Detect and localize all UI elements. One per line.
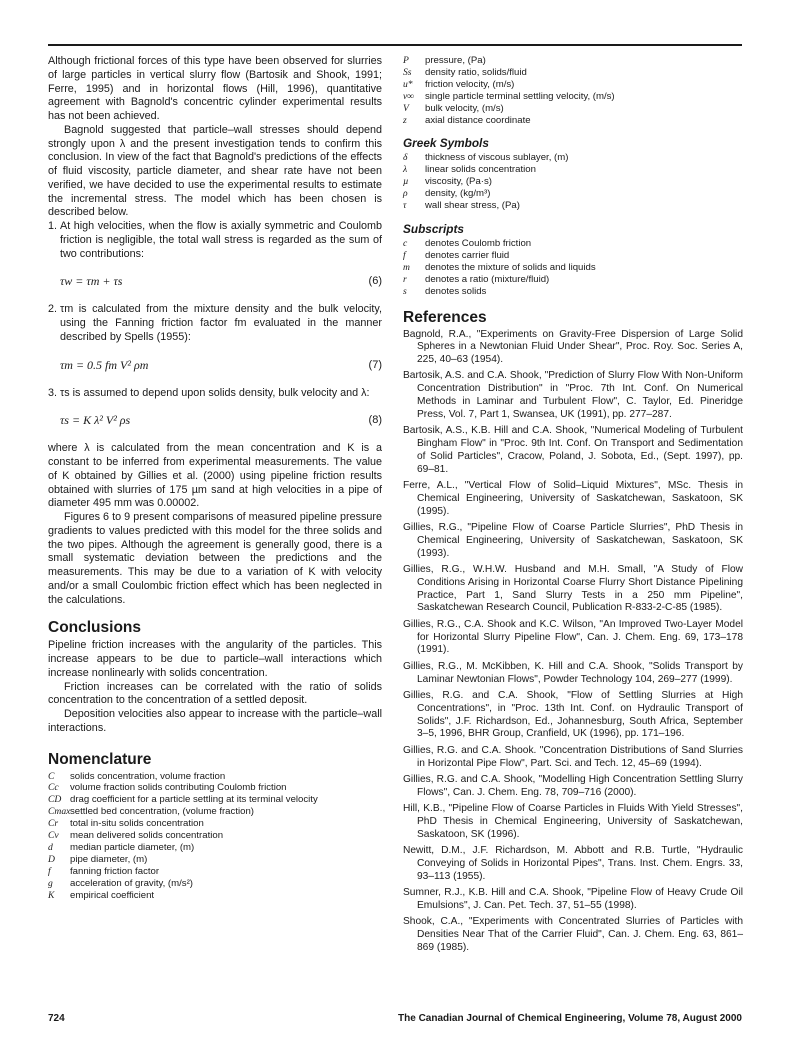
list-item: 2. τm is calculated from the mixture density and the bulk velocity, using the Fanning friction factor fm evaluated in the manner described by Spells (1955): xyxy=(48,303,382,343)
reference-item: Gillies, R.G., M. McKibben, K. Hill and C.A. Shook, "Solids Transport by Laminar Newtonian Flows", Powder Technology 104, 269–277 (1999). xyxy=(403,660,743,685)
reference-item: Hill, K.B., "Pipeline Flow of Coarse Particles in Fluids With Yield Stresses", PhD Thesis in Chemical Engineering, University of Saskatchewan, Saskatoon, SK (1996). xyxy=(403,803,743,840)
paragraph: Pipeline friction increases with the angularity of the particles. This increase appears to be due to particle–wall interactions which increase nonlinearly with solids concentration. xyxy=(48,639,382,679)
reference-item: Gillies, R.G., "Pipeline Flow of Coarse Particle Slurries", PhD Thesis in Chemical Engineering, University of Saskatchewan, Saskatoon, SK (1993). xyxy=(403,522,743,559)
list-item-text: τm is calculated from the mixture density and the bulk velocity, using the Fanning friction factor fm evaluated in the manner described by Spells (1955): xyxy=(60,303,382,343)
reference-item: Shook, C.A., "Experiments with Concentrated Slurries of Particles with Densities Near That of the Carrier Fluid", Can. J. Chem. Eng. 63, 861–869 (1985). xyxy=(403,916,743,953)
nomenclature-row: u* friction velocity, (m/s) xyxy=(403,78,515,90)
greek-symbol-row: ρ density, (kg/m³) xyxy=(403,188,491,200)
nomenclature-row: V bulk velocity, (m/s) xyxy=(403,102,504,114)
nomenclature-row: f fanning friction factor xyxy=(48,865,160,877)
reference-item: Gillies, R.G. and C.A. Shook. "Concentration Distributions of Sand Slurries in Horizontal Pipe Flow", Part. Sci. and Tech. 12, 45–69 (1994). xyxy=(403,744,743,769)
nomenclature-row: v∞ single particle terminal settling velocity, (m/s) xyxy=(403,90,615,102)
nomenclature-row: C solids concentration, volume fraction xyxy=(48,770,226,782)
subscript-row: m denotes the mixture of solids and liquids xyxy=(403,261,596,273)
nomenclature-row: Cr total in-situ solids concentration xyxy=(48,818,204,830)
nomenclature-row: P pressure, (Pa) xyxy=(403,55,486,66)
references-list xyxy=(403,329,743,955)
nomenclature-row: K empirical coefficient xyxy=(48,889,155,901)
reference-item: Sumner, R.J., K.B. Hill and C.A. Shook, "Pipeline Flow of Heavy Crude Oil Emulsions", J. Can. Pet. Tech. 37, 51–55 (1998). xyxy=(403,887,743,911)
nomenclature-row: Cc volume fraction solids contributing Coulomb friction xyxy=(48,782,287,794)
greek-symbol-row: τ wall shear stress, (Pa) xyxy=(403,200,520,212)
nomenclature-row: Ss density ratio, solids/fluid xyxy=(403,66,527,78)
equation-text: τm = 0.5 fm V² ρm xyxy=(60,357,149,372)
nomenclature-row: CD drag coefficient for a particle settling at its terminal velocity xyxy=(48,794,318,806)
nomenclature-row: z axial distance coordinate xyxy=(403,114,531,126)
nomenclature-list-continued xyxy=(403,55,743,126)
nomenclature-row: Cmax settled bed concentration, (volume fraction) xyxy=(48,806,254,818)
nomenclature-row: Cv mean delivered solids concentration xyxy=(48,830,224,842)
list-item-text: τs is assumed to depend upon solids density, bulk velocity and λ: xyxy=(60,386,370,399)
equation-number: (6) xyxy=(368,275,382,288)
reference-item: Gillies, R.G., C.A. Shook and K.C. Wilson, "An Improved Two-Layer Model for Horizontal Slurry Pipeline Flow", Can. J. Chem. Eng. 69, 173–178 (1991). xyxy=(403,618,743,656)
top-rule xyxy=(48,44,742,46)
reference-item: Newitt, D.M., J.F. Richardson, M. Abbott and R.B. Turtle, "Hydraulic Conveying of Solids in Horizontal Pipes", Trans. Inst. Chem. Engrs. 33, 93–113 (1955). xyxy=(403,845,743,882)
nomenclature-row: d median particle diameter, (m) xyxy=(48,841,195,853)
conclusions-heading: Conclusions xyxy=(48,619,142,637)
paragraph: Although frictional forces of this type have been observed for slurries of large particles in vertical slurry flow (Bartosik and Shook, 1991; Ferre, 1995) and in horizontal flows (Hill, 1996), quantitative agreement with Bagnold's concentric cylinder experimental results has not been achieved. xyxy=(48,55,382,122)
references-heading: References xyxy=(403,308,487,326)
equation-text: τw = τm + τs xyxy=(60,274,123,289)
equation-8 xyxy=(60,414,382,430)
greek-symbols-list xyxy=(403,152,743,212)
list-item: 1. At high velocities, when the flow is axially symmetric and Coulomb friction is negligible, the total wall stress is regarded as the sum of two contributions: xyxy=(48,220,382,260)
subscript-row: s denotes solids xyxy=(403,285,487,297)
paragraph: where λ is calculated from the mean concentration and K is a constant to be inferred from experimental measurements. The value of K obtained by Gillies et al. (2000) using pipeline friction results obtained with slurries of 175 µm sand at high velocities in a pipe of diameter 495 mm was 0.00002. xyxy=(48,442,382,510)
equation-6 xyxy=(60,275,382,291)
paragraph: Bagnold suggested that particle–wall stresses should depend strongly upon λ and the present investigation tends to confirm this conclusion. In view of the fact that Bagnold's predictions of the effects of fluid viscosity, particle diameter, and shear rate have not been verified, we have decided to use the experimental results to estimate the incremental stress. The model which has been chosen is described below. xyxy=(48,123,382,219)
list-item-text: At high velocities, when the flow is axially symmetric and Coulomb friction is negligible, the total wall stress is regarded as the sum of two contributions: xyxy=(60,220,382,260)
paragraph: Figures 6 to 9 present comparisons of measured pipeline pressure gradients to values predicted with this model for the three solids and the two pipes. Although the agreement is generally good, there is a small systematic deviation between the predictions and the measurements. This may be due to a variation of K with velocity and/or a small Coulombic friction effect which has been neglected in the calculations. xyxy=(48,511,382,606)
reference-item: Gillies, R.G. and C.A. Shook, "Modelling High Concentration Settling Slurry Flows", Can. J. Chem. Eng. 78, 709–716 (2000). xyxy=(403,773,743,798)
greek-symbols-heading: Greek Symbols xyxy=(403,136,489,151)
greek-symbol-row: δ thickness of viscous sublayer, (m) xyxy=(403,152,569,164)
subscript-row: f denotes carrier fluid xyxy=(403,249,510,261)
paragraph: Deposition velocities also appear to increase with the particle–wall interactions. xyxy=(48,708,382,734)
reference-item: Ferre, A.L., "Vertical Flow of Solid–Liquid Mixtures", MSc. Thesis in Chemical Engineering, University of Saskatchewan, Saskatoon, SK (1995). xyxy=(403,480,743,517)
journal-footer: The Canadian Journal of Chemical Engineering, Volume 78, August 2000 xyxy=(398,1013,742,1024)
right-column xyxy=(403,55,743,958)
nomenclature-heading: Nomenclature xyxy=(48,750,152,768)
greek-symbol-row: λ linear solids concentration xyxy=(403,164,536,176)
reference-item: Gillies, R.G., W.H.W. Husband and M.H. Small, "A Study of Flow Conditions Arising in Horizontal Coarse Flurry Short Distance Pipelining Practice, Part 1, Sand Slurry Tests in a 250 mm Pipeline", Saskatchewan Research Council, Publication R-833-2-C-85 (1985). xyxy=(403,564,743,614)
nomenclature-row: g acceleration of gravity, (m/s²) xyxy=(48,877,193,889)
list-item: 3. τs is assumed to depend upon solids density, bulk velocity and λ: xyxy=(48,387,382,401)
subscript-row: c denotes Coulomb friction xyxy=(403,237,532,249)
equation-text: τs = K λ² V² ρs xyxy=(60,413,131,428)
equation-7 xyxy=(60,359,382,375)
greek-symbol-row: µ viscosity, (Pa·s) xyxy=(403,176,492,188)
subscripts-heading: Subscripts xyxy=(403,221,464,236)
equation-number: (7) xyxy=(368,358,382,371)
equation-number: (8) xyxy=(368,414,382,427)
page-number: 724 xyxy=(48,1013,65,1024)
subscript-row: r denotes a ratio (mixture/fluid) xyxy=(403,273,550,285)
subscripts-list xyxy=(403,238,743,298)
nomenclature-row: D pipe diameter, (m) xyxy=(48,853,148,865)
reference-item: Gillies, R.G. and C.A. Shook, "Flow of Settling Slurries at High Concentrations", in "Proc. 13th Int. Conf. on Hydraulic Transport of Solids", J.F. Richardson, Ed., Johannesburg, South Africa, September 3–5, 1996, BHR Group, Cranfield, UK (1996), pp. 171–196. xyxy=(403,689,743,740)
reference-item: Bartosik, A.S. and C.A. Shook, "Prediction of Slurry Flow With Non-Uniform Concentration Distribution" in "Proc. 7th Int. Conf. On Numerical Methods in Laminar and Turbulent Flow", C. Taylor, Ed. Pineridge Press, Vol. 7, Part 1, Swansea, UK (1991), pp. 277–287. xyxy=(403,370,743,420)
reference-item: Bagnold, R.A., "Experiments on Gravity-Free Dispersion of Large Solid Spheres in a Newtonian Fluid Under Shear", Proc. Roy. Soc. Series A, 225, 40–63 (1954). xyxy=(403,328,743,366)
nomenclature-list xyxy=(48,771,382,902)
left-column xyxy=(48,55,382,901)
reference-item: Bartosik, A.S., K.B. Hill and C.A. Shook, "Numerical Modeling of Turbulent Bingham Flow" in "Proc. 9th Int. Conf. On Transport and Sedimentation of Solid Particles", Cracow, Poland, J. Sobota, Ed., (Sept. 1997), pp. 69–81. xyxy=(403,425,743,475)
paragraph: Friction increases can be correlated with the ratio of solids concentration to the concentration of a settled deposit. xyxy=(48,680,382,707)
